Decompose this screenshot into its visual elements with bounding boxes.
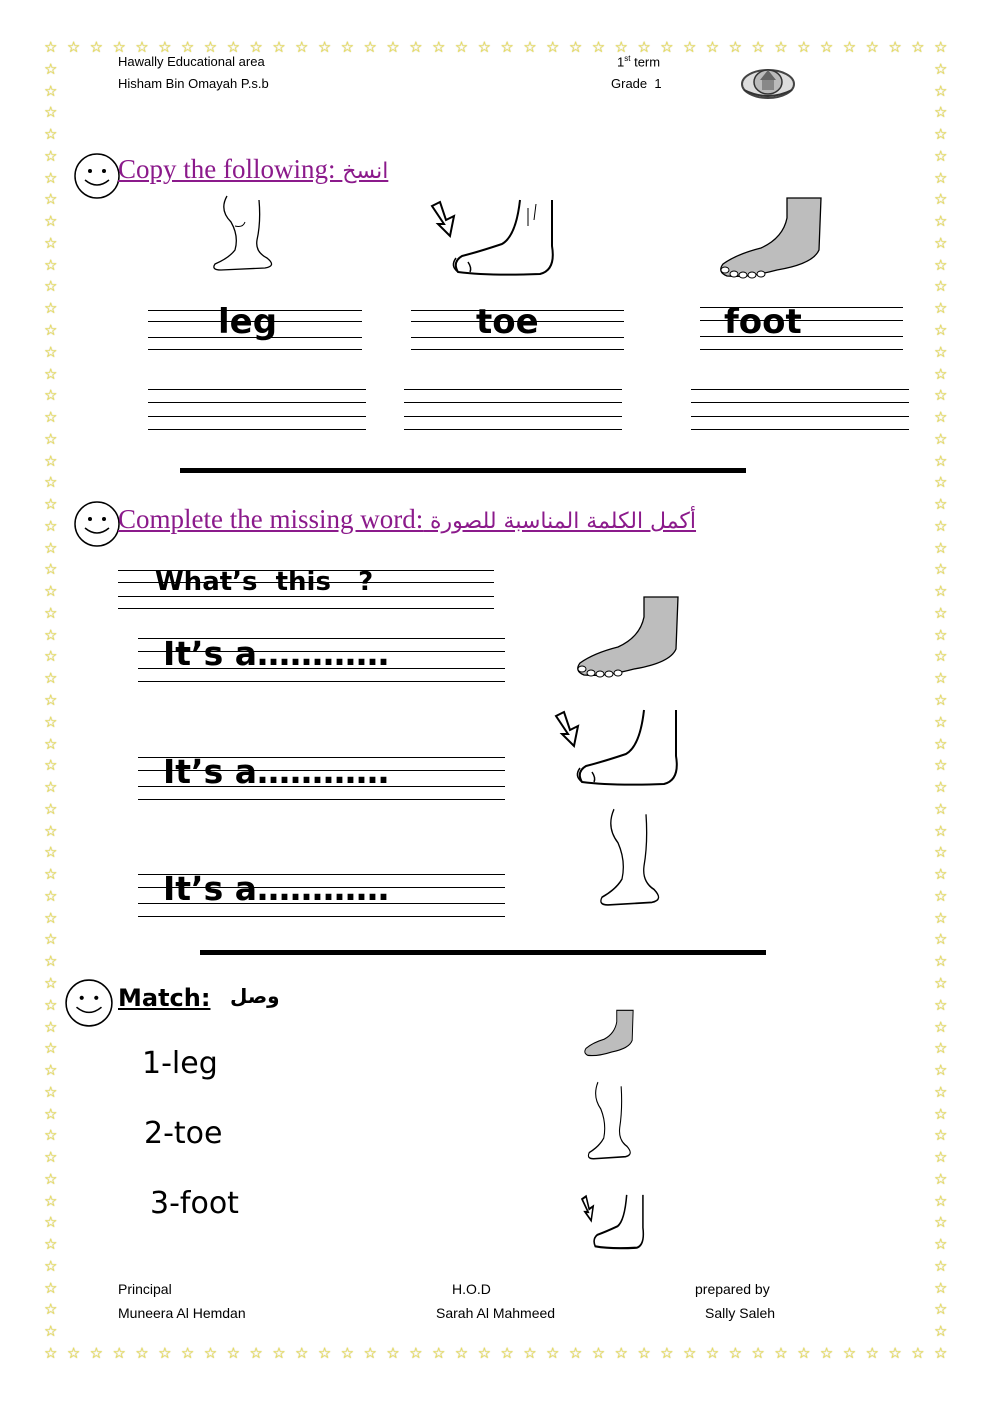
star-icon: ☆	[660, 38, 674, 56]
star-icon: ☆	[44, 1104, 58, 1123]
star-icon: ☆	[934, 1169, 948, 1188]
star-icon: ☆	[226, 1344, 241, 1362]
header-area: Hawally Educational area	[118, 54, 265, 69]
star-icon: ☆	[66, 1344, 81, 1362]
star-icon: ☆	[363, 1344, 377, 1362]
star-icon: ☆	[934, 1344, 948, 1362]
section-divider	[200, 950, 766, 955]
copy-title-arabic: انسخ	[342, 159, 389, 184]
star-icon: ☆	[934, 1213, 948, 1232]
star-icon: ☆	[934, 386, 948, 405]
leg-image[interactable]	[582, 1078, 640, 1166]
word-leg: leg	[218, 302, 278, 342]
star-icon: ☆	[203, 1344, 218, 1362]
star-icon: ☆	[226, 38, 241, 56]
practice-line[interactable]	[691, 416, 909, 417]
word-foot: foot	[724, 302, 802, 342]
complete-title-arabic: أكمل الكلمة المناسبة للصورة	[429, 509, 697, 534]
practice-line[interactable]	[148, 429, 366, 430]
star-icon: ☆	[819, 1344, 834, 1362]
practice-line[interactable]	[691, 402, 909, 403]
practice-line[interactable]	[148, 416, 366, 417]
match-item-3[interactable]: 3-foot	[150, 1186, 239, 1221]
practice-line[interactable]	[148, 389, 366, 390]
star-icon: ☆	[44, 625, 58, 644]
star-icon: ☆	[865, 1344, 879, 1362]
star-icon: ☆	[934, 1104, 948, 1123]
star-icon: ☆	[44, 1322, 58, 1341]
star-icon: ☆	[431, 38, 446, 56]
star-icon: ☆	[934, 908, 948, 927]
star-icon: ☆	[682, 1344, 697, 1362]
star-icon: ☆	[934, 473, 948, 492]
star-icon: ☆	[44, 451, 58, 470]
foot-image[interactable]	[583, 1008, 637, 1060]
star-icon: ☆	[591, 1344, 606, 1362]
star-icon: ☆	[112, 1344, 126, 1362]
star-icon: ☆	[363, 38, 377, 56]
star-icon: ☆	[934, 538, 948, 557]
star-icon: ☆	[934, 146, 948, 165]
star-icon: ☆	[934, 212, 948, 231]
star-icon: ☆	[317, 1344, 332, 1362]
star-icon: ☆	[386, 1344, 400, 1362]
smiley-icon	[73, 152, 121, 200]
star-icon: ☆	[934, 1082, 948, 1101]
star-icon: ☆	[934, 1017, 948, 1036]
star-icon: ☆	[44, 734, 58, 753]
star-icon: ☆	[340, 38, 355, 56]
practice-line[interactable]	[691, 429, 909, 430]
star-icon: ☆	[546, 1344, 560, 1362]
term-word: term	[634, 54, 661, 70]
answer-line-1[interactable]: It’s a…………	[163, 634, 389, 673]
star-icon: ☆	[272, 38, 286, 56]
star-icon: ☆	[477, 1344, 492, 1362]
star-icon: ☆	[523, 1344, 537, 1362]
copy-title	[118, 154, 388, 185]
star-icon: ☆	[934, 38, 948, 56]
star-icon: ☆	[180, 1344, 195, 1362]
star-icon: ☆	[614, 38, 628, 56]
star-icon: ☆	[44, 146, 58, 165]
star-icon: ☆	[934, 190, 948, 209]
star-icon: ☆	[44, 233, 58, 252]
leg-image	[205, 192, 285, 277]
star-icon: ☆	[249, 1344, 263, 1362]
foot-image	[717, 194, 829, 284]
write-line	[700, 349, 903, 350]
star-icon: ☆	[409, 38, 423, 56]
star-icon: ☆	[44, 756, 58, 775]
star-icon: ☆	[180, 38, 195, 56]
star-icon: ☆	[44, 821, 58, 840]
star-icon: ☆	[934, 103, 948, 122]
star-icon: ☆	[44, 212, 58, 231]
star-icon: ☆	[44, 1235, 58, 1254]
star-icon: ☆	[934, 516, 948, 535]
star-icon: ☆	[454, 1344, 469, 1362]
star-icon: ☆	[660, 1344, 674, 1362]
star-icon: ☆	[44, 886, 58, 905]
star-icon: ☆	[934, 756, 948, 775]
star-icon: ☆	[44, 1082, 58, 1101]
star-icon: ☆	[203, 38, 218, 56]
star-icon: ☆	[797, 1344, 811, 1362]
star-icon: ☆	[934, 734, 948, 753]
star-icon: ☆	[934, 81, 948, 100]
star-icon: ☆	[934, 712, 948, 731]
practice-line[interactable]	[404, 402, 622, 403]
star-icon: ☆	[44, 81, 58, 100]
star-icon: ☆	[454, 38, 469, 56]
star-icon: ☆	[934, 320, 948, 339]
star-icon: ☆	[44, 843, 58, 862]
star-icon: ☆	[934, 669, 948, 688]
star-icon: ☆	[934, 408, 948, 427]
star-icon: ☆	[500, 38, 514, 56]
match-item-2[interactable]: 2-toe	[144, 1116, 223, 1151]
footer-principal-label: Principal	[118, 1281, 172, 1297]
star-icon: ☆	[44, 386, 58, 405]
star-icon: ☆	[44, 603, 58, 622]
star-icon: ☆	[934, 495, 948, 514]
practice-line[interactable]	[691, 389, 909, 390]
star-icon: ☆	[934, 560, 948, 579]
practice-line[interactable]	[148, 402, 366, 403]
match-item-1[interactable]: 1-leg	[142, 1046, 218, 1081]
star-icon: ☆	[911, 1344, 925, 1362]
star-icon: ☆	[934, 625, 948, 644]
star-icon: ☆	[44, 908, 58, 927]
practice-line[interactable]	[404, 429, 622, 430]
star-icon: ☆	[44, 190, 58, 209]
star-icon: ☆	[112, 38, 126, 56]
star-icon: ☆	[44, 1213, 58, 1232]
star-icon: ☆	[44, 582, 58, 601]
star-icon: ☆	[44, 930, 58, 949]
header-term	[617, 54, 660, 69]
star-icon: ☆	[44, 103, 58, 122]
write-line	[411, 349, 624, 350]
smiley-icon	[73, 500, 121, 548]
star-icon: ☆	[44, 560, 58, 579]
write-line	[148, 349, 362, 350]
footer-hod-label: H.O.D	[452, 1281, 491, 1297]
star-icon: ☆	[44, 342, 58, 361]
footer-principal-name: Muneera Al Hemdan	[118, 1305, 246, 1321]
star-icon: ☆	[44, 277, 58, 296]
star-icon: ☆	[934, 1148, 948, 1167]
copy-title-text: Copy the following:	[118, 154, 336, 184]
star-icon: ☆	[934, 647, 948, 666]
star-icon: ☆	[934, 1191, 948, 1210]
emblem-icon	[740, 62, 796, 102]
star-icon: ☆	[934, 429, 948, 448]
star-icon: ☆	[934, 1126, 948, 1145]
star-icon: ☆	[934, 255, 948, 274]
footer-prepared-name: Sally Saleh	[705, 1305, 776, 1321]
match-title-arabic: وصل	[230, 984, 280, 1008]
star-icon: ☆	[934, 1256, 948, 1275]
star-icon: ☆	[751, 38, 765, 56]
star-icon: ☆	[546, 38, 560, 56]
star-icon: ☆	[317, 38, 332, 56]
star-icon: ☆	[842, 38, 857, 56]
star-icon: ☆	[44, 865, 58, 884]
write-line	[138, 681, 505, 682]
star-icon: ☆	[44, 408, 58, 427]
star-icon: ☆	[934, 843, 948, 862]
term-number: 1	[617, 54, 625, 70]
star-icon: ☆	[44, 669, 58, 688]
star-icon: ☆	[614, 1344, 628, 1362]
star-icon: ☆	[158, 1344, 172, 1362]
star-icon: ☆	[44, 473, 58, 492]
star-icon: ☆	[934, 1300, 948, 1319]
write-line	[138, 916, 505, 917]
star-icon: ☆	[44, 495, 58, 514]
star-icon: ☆	[44, 1300, 58, 1319]
star-icon: ☆	[158, 38, 172, 56]
section-divider	[180, 468, 746, 473]
star-icon: ☆	[705, 38, 720, 56]
header-grade: Grade 1	[611, 76, 662, 91]
match-title: Match:	[118, 984, 211, 1012]
star-icon: ☆	[568, 38, 583, 56]
header-school: Hisham Bin Omayah P.s.b	[118, 76, 269, 91]
question-text: What’s this ?	[155, 567, 374, 597]
star-icon: ☆	[934, 59, 948, 78]
star-icon: ☆	[637, 1344, 651, 1362]
star-icon: ☆	[44, 516, 58, 535]
star-icon: ☆	[888, 1344, 902, 1362]
star-icon: ☆	[934, 1039, 948, 1058]
star-icon: ☆	[409, 1344, 423, 1362]
star-icon: ☆	[135, 1344, 149, 1362]
star-icon: ☆	[591, 38, 606, 56]
star-icon: ☆	[934, 995, 948, 1014]
star-icon: ☆	[934, 930, 948, 949]
star-icon: ☆	[135, 38, 149, 56]
star-icon: ☆	[295, 38, 309, 56]
star-icon: ☆	[89, 38, 104, 56]
star-icon: ☆	[934, 299, 948, 318]
star-icon: ☆	[44, 364, 58, 383]
star-icon: ☆	[934, 952, 948, 971]
star-icon: ☆	[797, 38, 811, 56]
star-icon: ☆	[44, 125, 58, 144]
star-icon: ☆	[44, 691, 58, 709]
star-icon: ☆	[934, 1278, 948, 1297]
star-icon: ☆	[774, 38, 788, 56]
star-icon: ☆	[44, 1039, 58, 1058]
star-icon: ☆	[272, 1344, 286, 1362]
star-icon: ☆	[934, 168, 948, 187]
star-icon: ☆	[295, 1344, 309, 1362]
star-icon: ☆	[431, 1344, 446, 1362]
star-icon: ☆	[568, 1344, 583, 1362]
star-icon: ☆	[44, 712, 58, 731]
star-icon: ☆	[500, 1344, 514, 1362]
star-icon: ☆	[865, 38, 879, 56]
foot-image	[574, 592, 686, 684]
star-icon: ☆	[934, 603, 948, 622]
toe-image[interactable]	[580, 1192, 648, 1252]
star-icon: ☆	[44, 995, 58, 1014]
star-icon: ☆	[934, 1235, 948, 1254]
star-icon: ☆	[44, 973, 58, 992]
answer-line-2[interactable]: It’s a…………	[163, 752, 389, 791]
star-icon: ☆	[44, 429, 58, 448]
practice-line[interactable]	[404, 389, 622, 390]
star-icon: ☆	[44, 952, 58, 971]
star-icon: ☆	[249, 38, 263, 56]
complete-title	[118, 504, 696, 535]
star-icon: ☆	[44, 778, 58, 797]
star-icon: ☆	[842, 1344, 857, 1362]
practice-line[interactable]	[404, 416, 622, 417]
star-icon: ☆	[934, 364, 948, 383]
star-icon: ☆	[888, 38, 902, 56]
star-icon: ☆	[44, 1344, 58, 1362]
complete-title-text: Complete the missing word:	[118, 504, 424, 534]
word-toe: toe	[476, 302, 539, 342]
star-icon: ☆	[934, 125, 948, 144]
term-suffix: st	[624, 54, 631, 63]
star-icon: ☆	[523, 38, 537, 56]
star-icon: ☆	[934, 1061, 948, 1080]
star-icon: ☆	[340, 1344, 355, 1362]
star-icon: ☆	[44, 1278, 58, 1297]
star-icon: ☆	[728, 1344, 743, 1362]
star-icon: ☆	[44, 59, 58, 78]
write-line	[138, 799, 505, 800]
star-icon: ☆	[386, 38, 400, 56]
star-icon: ☆	[934, 342, 948, 361]
star-icon: ☆	[44, 299, 58, 318]
star-icon: ☆	[637, 38, 651, 56]
star-icon: ☆	[705, 1344, 720, 1362]
star-icon: ☆	[934, 691, 948, 709]
star-icon: ☆	[934, 865, 948, 884]
star-icon: ☆	[934, 799, 948, 818]
star-icon: ☆	[774, 1344, 788, 1362]
star-icon: ☆	[682, 38, 697, 56]
footer-hod-name: Sarah Al Mahmeed	[436, 1305, 556, 1321]
write-line	[118, 608, 494, 609]
toe-image	[552, 706, 686, 790]
star-icon: ☆	[44, 168, 58, 187]
star-icon: ☆	[934, 1322, 948, 1341]
star-icon: ☆	[934, 973, 948, 992]
star-icon: ☆	[44, 1169, 58, 1188]
star-icon: ☆	[477, 38, 492, 56]
star-icon: ☆	[819, 38, 834, 56]
star-icon: ☆	[44, 255, 58, 274]
smiley-icon	[64, 978, 114, 1028]
star-icon: ☆	[751, 1344, 765, 1362]
leg-image	[592, 804, 672, 914]
star-icon: ☆	[44, 38, 58, 56]
star-icon: ☆	[911, 38, 925, 56]
answer-line-3[interactable]: It’s a…………	[163, 869, 389, 908]
star-icon: ☆	[44, 799, 58, 818]
star-icon: ☆	[934, 821, 948, 840]
toe-image	[428, 196, 562, 280]
star-icon: ☆	[44, 1191, 58, 1210]
star-icon: ☆	[44, 1256, 58, 1275]
star-icon: ☆	[44, 1061, 58, 1080]
star-icon: ☆	[44, 1017, 58, 1036]
star-icon: ☆	[89, 1344, 104, 1362]
star-icon: ☆	[934, 778, 948, 797]
star-icon: ☆	[934, 233, 948, 252]
star-icon: ☆	[44, 1126, 58, 1145]
star-icon: ☆	[44, 320, 58, 339]
star-icon: ☆	[66, 38, 81, 56]
star-icon: ☆	[44, 647, 58, 666]
star-icon: ☆	[728, 38, 743, 56]
star-icon: ☆	[934, 886, 948, 905]
star-icon: ☆	[934, 582, 948, 601]
star-icon: ☆	[934, 277, 948, 296]
footer-prepared-label: prepared by	[695, 1281, 770, 1297]
star-icon: ☆	[44, 1148, 58, 1167]
star-icon: ☆	[934, 451, 948, 470]
star-icon: ☆	[44, 538, 58, 557]
